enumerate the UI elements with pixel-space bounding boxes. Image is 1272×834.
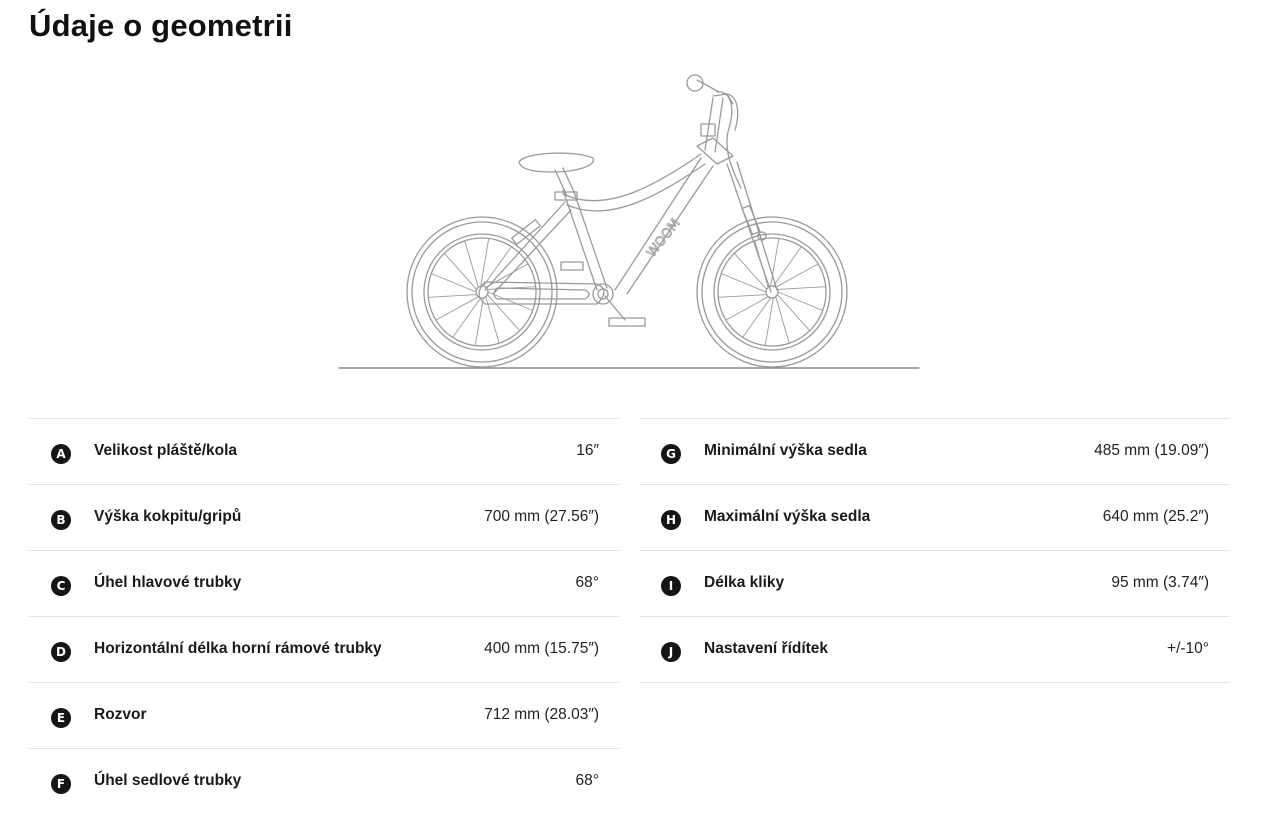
geometry-table-right bbox=[639, 418, 1229, 683]
row-letter-badge: C bbox=[51, 576, 71, 596]
row-letter-badge: F bbox=[51, 774, 71, 794]
front-wheel bbox=[697, 217, 847, 367]
geometry-table-left bbox=[29, 418, 619, 814]
row-letter-badge: B bbox=[51, 510, 71, 530]
row-letter-badge: J bbox=[661, 642, 681, 662]
row-letter-badge: G bbox=[661, 444, 681, 464]
brand-logo: WOOM bbox=[644, 216, 684, 261]
row-letter-badge: H bbox=[661, 510, 681, 530]
geometry-row-j bbox=[639, 616, 1229, 683]
bike-geometry-illustration bbox=[335, 68, 925, 374]
geometry-label: Minimální výška sedla bbox=[704, 442, 867, 459]
geometry-label: Velikost pláště/kola bbox=[94, 442, 238, 459]
geometry-label: Výška kokpitu/gripů bbox=[94, 508, 242, 525]
geometry-row-g bbox=[639, 418, 1229, 484]
geometry-value: 640 mm (25.2″) bbox=[1102, 508, 1209, 525]
geometry-label: Nastavení řídítek bbox=[704, 640, 829, 657]
geometry-value: 400 mm (15.75″) bbox=[484, 640, 599, 657]
geometry-value: 712 mm (28.03″) bbox=[484, 706, 599, 723]
geometry-label: Rozvor bbox=[94, 706, 147, 723]
geometry-value: +/-10° bbox=[1167, 640, 1209, 657]
geometry-label: Délka kliky bbox=[704, 574, 785, 591]
rear-wheel bbox=[407, 217, 557, 367]
page-title: Údaje o geometrii bbox=[29, 8, 293, 43]
geometry-label: Maximální výška sedla bbox=[704, 508, 871, 525]
geometry-row-a bbox=[29, 418, 619, 484]
geometry-label: Horizontální délka horní rámové trubky bbox=[94, 640, 382, 657]
saddle bbox=[519, 153, 593, 200]
geometry-label: Úhel sedlové trubky bbox=[94, 772, 242, 789]
bike-frame bbox=[479, 138, 777, 304]
geometry-value: 95 mm (3.74″) bbox=[1111, 574, 1209, 591]
geometry-row-h bbox=[639, 484, 1229, 550]
geometry-row-b bbox=[29, 484, 619, 550]
row-letter-badge: D bbox=[51, 642, 71, 662]
geometry-value: 700 mm (27.56″) bbox=[484, 508, 599, 525]
crankset bbox=[561, 262, 645, 326]
row-letter-badge: A bbox=[51, 444, 71, 464]
geometry-value: 485 mm (19.09″) bbox=[1094, 442, 1209, 459]
brakes bbox=[512, 206, 766, 245]
geometry-row-d bbox=[29, 616, 619, 682]
geometry-row-f bbox=[29, 748, 619, 814]
geometry-value: 68° bbox=[575, 574, 599, 591]
geometry-value: 68° bbox=[575, 772, 599, 789]
row-letter-badge: E bbox=[51, 708, 71, 728]
geometry-value: 16″ bbox=[576, 442, 599, 459]
row-letter-badge: I bbox=[661, 576, 681, 596]
geometry-row-e bbox=[29, 682, 619, 748]
geometry-row-i bbox=[639, 550, 1229, 616]
geometry-label: Úhel hlavové trubky bbox=[94, 574, 242, 591]
geometry-row-c bbox=[29, 550, 619, 616]
